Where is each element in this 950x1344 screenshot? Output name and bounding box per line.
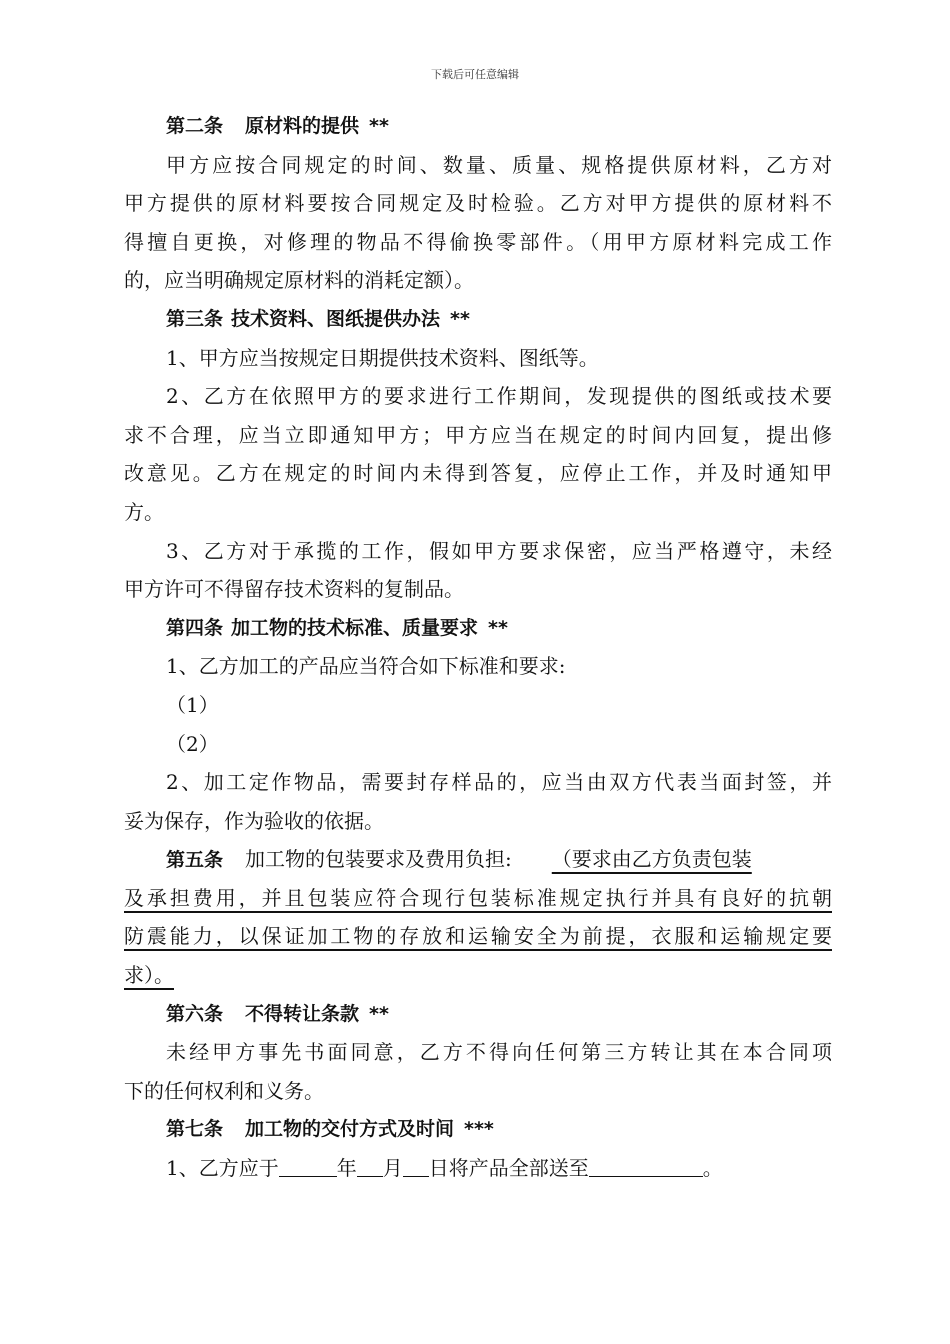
- year-blank[interactable]: [279, 1152, 337, 1177]
- paragraph-line: 的，应当明确规定原材料的消耗定额）。: [124, 268, 474, 293]
- paragraph-line: 下的任何权利和义务。: [124, 1078, 324, 1103]
- month-label: 月: [382, 1156, 403, 1181]
- destination-blank[interactable]: [589, 1152, 703, 1177]
- paragraph-line: 3、乙方对于承揽的工作，假如甲方要求保密，应当严格遵守，未经: [166, 538, 832, 563]
- article-7-heading: [124, 1110, 832, 1149]
- delivery-prefix: 1、乙方应于: [166, 1156, 279, 1181]
- month-blank[interactable]: [357, 1152, 383, 1177]
- day-label: 日将产品全部送至: [428, 1156, 589, 1181]
- line-end: 。: [702, 1156, 723, 1181]
- delivery-line: [124, 1149, 832, 1188]
- underlined-text: 求）。: [124, 963, 174, 988]
- day-blank[interactable]: [403, 1152, 429, 1177]
- article-2-heading: [124, 107, 832, 146]
- paragraph-line: 甲方提供的原材料要按合同规定及时检验。乙方对甲方提供的原材料不: [124, 191, 832, 216]
- article-stars: **: [369, 1002, 389, 1025]
- paragraph-line: 1、甲方应当按规定日期提供技术资料、图纸等。: [166, 345, 599, 370]
- year-label: 年: [336, 1156, 357, 1181]
- underlined-line: 防震能力，以保证加工物的存放和运输安全为前提，衣服和运输规定要: [124, 924, 832, 949]
- paragraph-line: 改意见。乙方在规定的时间内未得到答复，应停止工作，并及时通知甲: [124, 461, 832, 486]
- list-item: （2）: [166, 731, 219, 756]
- article-number: 第五条: [166, 849, 224, 872]
- paragraph-line: 2、乙方在依照甲方的要求进行工作期间，发现提供的图纸或技术要: [166, 384, 832, 409]
- paragraph-line: 求不合理，应当立即通知甲方；甲方应当在规定的时间内回复，提出修: [124, 422, 832, 447]
- article-stars: ***: [464, 1118, 494, 1141]
- page-header-note: 下载后可任意编辑: [431, 68, 519, 81]
- article-stars: **: [369, 115, 389, 137]
- paragraph-line: 方。: [124, 499, 164, 524]
- article-4-heading: [124, 609, 832, 648]
- paragraph-line: 2、加工定作物品，需要封存样品的，应当由双方代表当面封签，并: [166, 770, 832, 795]
- article-title: 加工物的技术标准、质量要求: [231, 616, 479, 639]
- article-3-heading: [124, 300, 832, 339]
- article-label: 加工物的包装要求及费用负担:: [245, 847, 512, 872]
- article-title: 加工物的交付方式及时间: [245, 1118, 455, 1141]
- article-6-heading: [124, 995, 832, 1034]
- article-title: 不得转让条款: [245, 1002, 360, 1025]
- article-number: 第七条: [166, 1118, 224, 1141]
- article-number: 第六条: [166, 1002, 224, 1025]
- underlined-line-wrap: [124, 956, 832, 995]
- underlined-text: （要求由乙方负责包装: [551, 847, 752, 872]
- article-stars: **: [488, 616, 508, 639]
- article-number: 第二条: [166, 115, 224, 137]
- contract-body: [124, 107, 832, 1188]
- paragraph-line: 妥为保存，作为验收的依据。: [124, 808, 384, 833]
- paragraph-line: 甲方许可不得留存技术资料的复制品。: [124, 577, 464, 602]
- article-5-heading: [124, 840, 832, 879]
- article-title: 技术资料、图纸提供办法: [231, 307, 441, 330]
- paragraph-line: 未经甲方事先书面同意，乙方不得向任何第三方转让其在本合同项: [166, 1040, 832, 1065]
- paragraph-line: 得擅自更换，对修理的物品不得偷换零部件。（用甲方原材料完成工作: [124, 229, 832, 254]
- article-number: 第三条: [166, 307, 224, 330]
- article-number: 第四条: [166, 616, 224, 639]
- article-title: 原材料的提供: [245, 115, 360, 137]
- list-item: （1）: [166, 692, 219, 717]
- underlined-line: 及承担费用，并且包装应符合现行包装标准规定执行并具有良好的抗朝: [124, 885, 832, 910]
- article-stars: **: [450, 307, 470, 330]
- paragraph-line: 甲方应按合同规定的时间、数量、质量、规格提供原材料，乙方对: [166, 152, 832, 177]
- paragraph-line: 1、乙方加工的产品应当符合如下标准和要求:: [166, 654, 566, 679]
